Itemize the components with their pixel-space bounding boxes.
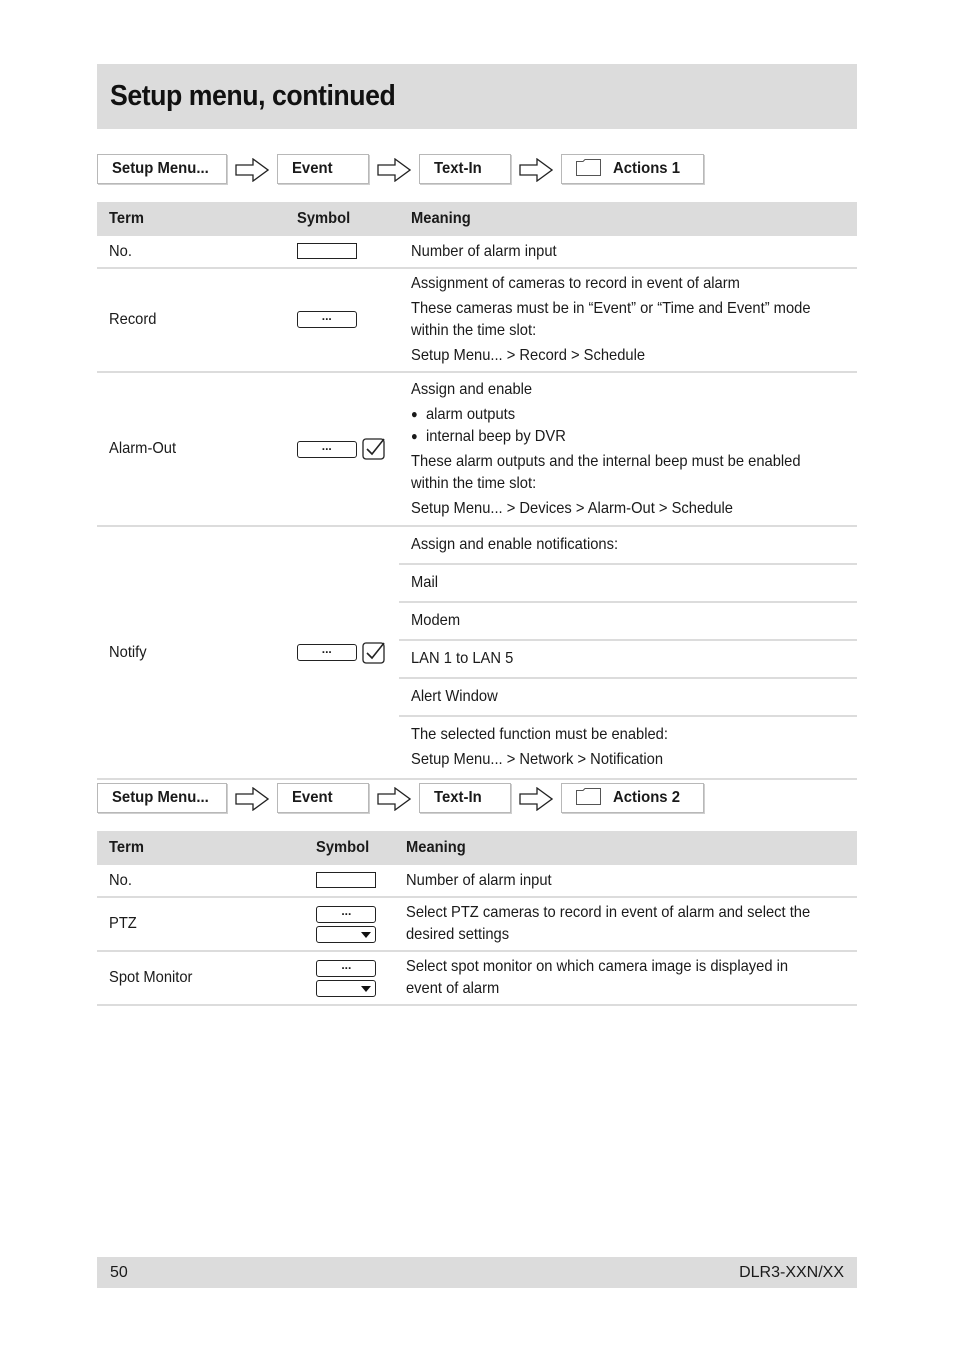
meaning-text: within the time slot: [410,474,536,492]
breadcrumb-label: Event [292,789,333,806]
arrow-right-outline-icon [519,158,553,182]
table-row [97,268,857,372]
breadcrumb-setup-menu[interactable] [97,783,227,813]
breadcrumb-actions-1 [97,154,717,186]
table-header-row [97,202,857,236]
header-label: Meaning [410,210,471,227]
symbol-cell [304,865,393,897]
term-cell [97,897,304,951]
meaning-text: Assign and enable notifications: [410,536,618,553]
symbol-cell [304,897,393,951]
meaning-cell [399,236,857,268]
term-label: Record [109,311,157,328]
notify-option [399,641,857,679]
breadcrumb-actions-2 [97,783,717,815]
arrow-right-outline-icon [235,158,269,182]
meaning-text: Setup Menu... > Network > Notification [410,751,663,768]
chevron-down-icon [361,986,371,992]
term-label: Alarm-Out [109,440,177,457]
meaning-text: These cameras must be in “Event” or “Time and Event” mode [410,300,811,317]
breadcrumb-label: Text-In [434,789,482,806]
browse-button-symbol: ... [297,311,357,328]
chevron-down-icon [361,932,371,938]
breadcrumb-actions-2-tab[interactable] [561,783,704,813]
symbol-cell [285,236,399,268]
notify-option [399,679,857,717]
meaning-text: Number of alarm input [405,871,552,889]
meaning-cell [394,897,857,951]
input-field-symbol [297,243,357,259]
symbol-cell [285,372,399,526]
meaning-text: Assign and enable [410,380,532,398]
breadcrumb-label: Event [292,160,333,177]
browse-button-symbol: ... [297,441,357,458]
table-row [97,372,857,526]
header-meaning [394,831,857,865]
checkbox-checked-icon [362,438,386,460]
option-label: Alert Window [410,688,498,705]
dropdown-symbol [316,926,376,943]
dropdown-symbol [316,980,376,997]
arrow-right-outline-icon [377,158,411,182]
header-label: Meaning [405,839,466,856]
meaning-text: Select PTZ cameras to record in event of alarm and select the [405,904,810,921]
breadcrumb-text-in[interactable] [419,154,511,184]
term-label: No. [109,871,132,889]
meaning-text: Assignment of cameras to record in event of alarm [410,275,740,292]
header-label: Symbol [316,839,370,856]
breadcrumb-setup-menu[interactable] [97,154,227,184]
breadcrumb-label: Actions 2 [613,789,680,806]
notify-note [399,717,857,778]
term-cell [97,372,285,526]
term-cell [97,526,285,779]
breadcrumb-event[interactable] [277,783,369,813]
breadcrumb-label: Setup Menu... [112,789,209,806]
breadcrumb-label: Text-In [434,160,482,177]
breadcrumb-label: Actions 1 [613,160,680,177]
header-meaning [399,202,857,236]
header-term [97,831,304,865]
meaning-text: event of alarm [405,980,499,997]
term-label: PTZ [109,915,137,932]
header-symbol [285,202,399,236]
breadcrumb-text-in[interactable] [419,783,511,813]
arrow-right-outline-icon [235,787,269,811]
page-number: 50 [110,1264,128,1281]
option-label: Mail [410,574,438,591]
meaning-text: desired settings [405,926,509,943]
term-cell [97,951,304,1005]
meaning-text: These alarm outputs and the internal beep must be enabled [410,452,801,470]
meaning-text: Setup Menu... > Devices > Alarm-Out > Schedule [410,499,733,517]
page-title: Setup menu, continued [110,80,396,112]
term-cell [97,268,285,372]
term-label: Spot Monitor [109,969,193,986]
bullet-item: ● internal beep by DVR [411,426,811,448]
meaning-text: The selected function must be enabled: [410,726,668,743]
notify-option [399,603,857,641]
header-term [97,202,285,236]
checkbox-checked-icon [362,642,386,664]
bullet-item: ● alarm outputs [411,404,811,426]
folder-icon [576,159,601,176]
term-label: No. [109,242,132,260]
input-field-symbol [316,872,376,888]
term-cell [97,236,285,268]
breadcrumb-actions-1-tab[interactable] [561,154,704,184]
table-row [97,236,857,268]
page-footer [97,1257,857,1288]
notify-option [399,565,857,603]
symbol-cell [285,526,399,779]
actions-2-table [97,831,857,1006]
header-label: Term [109,210,144,227]
meaning-cell [394,951,857,1005]
table-row [97,951,857,1005]
meaning-text: Select spot monitor on which camera image is displayed in [405,958,788,975]
symbol-cell [285,268,399,372]
document-code: DLR3-XXN/XX [739,1264,844,1281]
actions-1-table [97,202,857,780]
symbol-cell [304,951,393,1005]
folder-icon [576,788,601,805]
table-header-row [97,831,857,865]
header-label: Term [109,839,144,856]
table-row [97,526,857,779]
term-label: Notify [109,643,147,661]
option-label: Modem [410,612,460,629]
arrow-right-outline-icon [519,787,553,811]
browse-button-symbol: ... [297,644,357,661]
option-label: LAN 1 to LAN 5 [410,650,514,667]
title-band [97,64,857,129]
meaning-cell [399,526,857,779]
table-row [97,897,857,951]
browse-button-symbol: ... [316,960,376,977]
table-row [97,865,857,897]
breadcrumb-label: Setup Menu... [112,160,209,177]
browse-button-symbol: ... [316,906,376,923]
term-cell [97,865,304,897]
meaning-text: Number of alarm input [410,242,557,260]
meaning-cell [394,865,857,897]
notify-intro [399,527,857,565]
meaning-text: within the time slot: [410,322,536,339]
meaning-cell [399,372,857,526]
header-symbol [304,831,393,865]
meaning-cell [399,268,857,372]
meaning-text: Setup Menu... > Record > Schedule [410,347,645,364]
breadcrumb-event[interactable] [277,154,369,184]
arrow-right-outline-icon [377,787,411,811]
header-label: Symbol [296,210,350,227]
